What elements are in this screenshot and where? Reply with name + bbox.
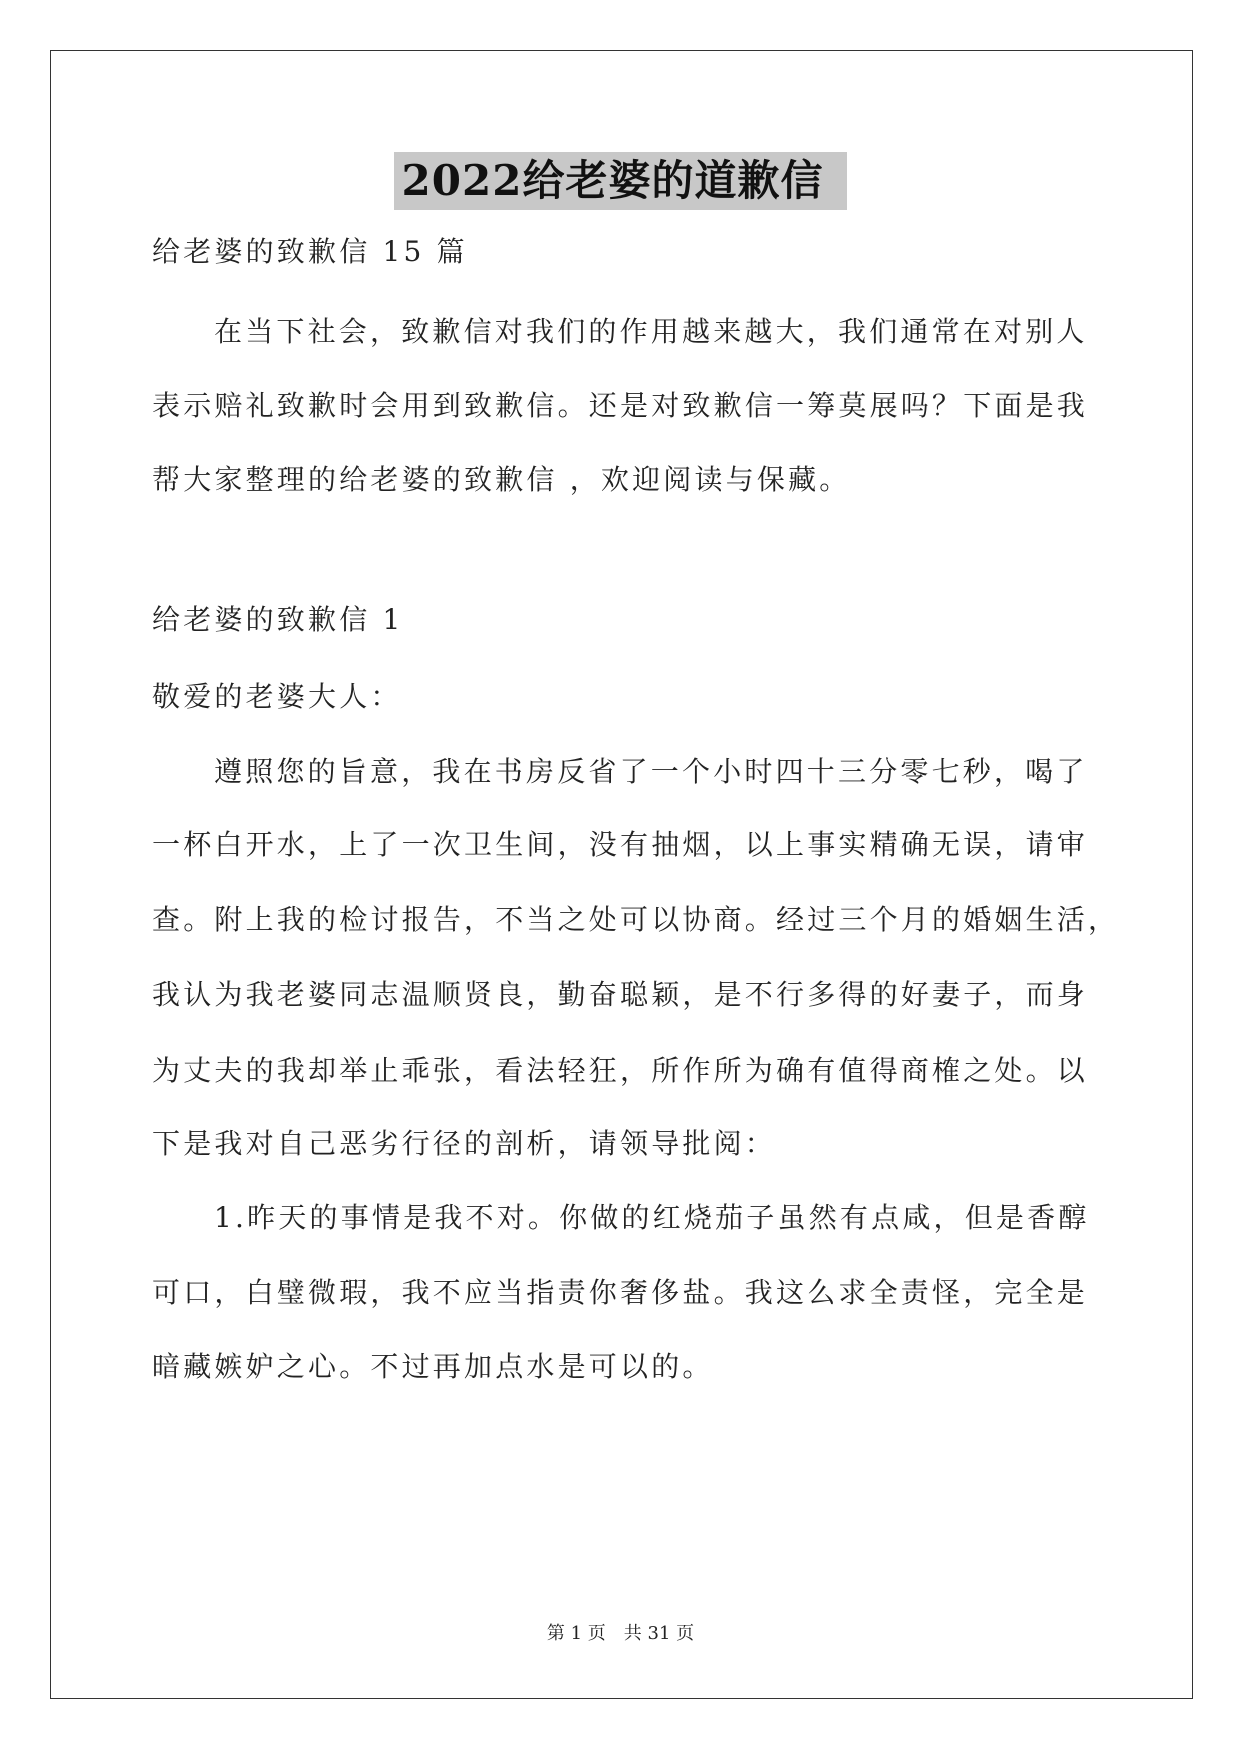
page-footer bbox=[0, 1622, 1241, 1646]
list-item-line: 1.昨天的事情是我不对。你做的红烧茄子虽然有点咸，但是香醇 bbox=[214, 1201, 1090, 1234]
paragraph-line: 帮大家整理的给老婆的致歉信 ，欢迎阅读与保藏。 bbox=[152, 463, 851, 496]
paragraph-line: 在当下社会，致歉信对我们的作用越来越大，我们通常在对别人 bbox=[214, 315, 1088, 348]
paragraph-line: 下是我对自己恶劣行径的剖析，请领导批阅： bbox=[152, 1127, 777, 1160]
paragraph-line: 可口，白璧微瑕，我不应当指责你奢侈盐。我这么求全责怪，完全是 bbox=[152, 1276, 1089, 1309]
paragraph-line: 暗藏嫉妒之心。不过再加点水是可以的。 bbox=[152, 1350, 714, 1383]
paragraph-line: 遵照您的旨意，我在书房反省了一个小时四十三分零七秒，喝了 bbox=[214, 755, 1088, 788]
subtitle-line: 给老婆的致歉信 15 篇 bbox=[152, 235, 468, 268]
title-container bbox=[0, 152, 1241, 210]
paragraph-line: 我认为我老婆同志温顺贤良，勤奋聪颖，是不行多得的好妻子，而身 bbox=[152, 978, 1089, 1011]
paragraph-line: 为丈夫的我却举止乖张，看法轻狂，所作所为确有值得商榷之处。以 bbox=[152, 1054, 1089, 1087]
paragraph-line: 查。附上我的检讨报告，不当之处可以协商。经过三个月的婚姻生活， bbox=[152, 903, 1120, 936]
page-border bbox=[50, 50, 1193, 1699]
section-heading: 给老婆的致歉信 1 bbox=[152, 603, 404, 636]
document-title: 2022给老婆的道歉信 bbox=[394, 152, 848, 210]
paragraph-line: 表示赔礼致歉时会用到致歉信。还是对致歉信一筹莫展吗？下面是我 bbox=[152, 389, 1089, 422]
paragraph-line: 一杯白开水，上了一次卫生间，没有抽烟，以上事实精确无误，请审 bbox=[152, 828, 1089, 861]
page-number-label: 第 1 页 共 31 页 bbox=[546, 1623, 695, 1644]
salutation-line: 敬爱的老婆大人： bbox=[152, 680, 402, 713]
